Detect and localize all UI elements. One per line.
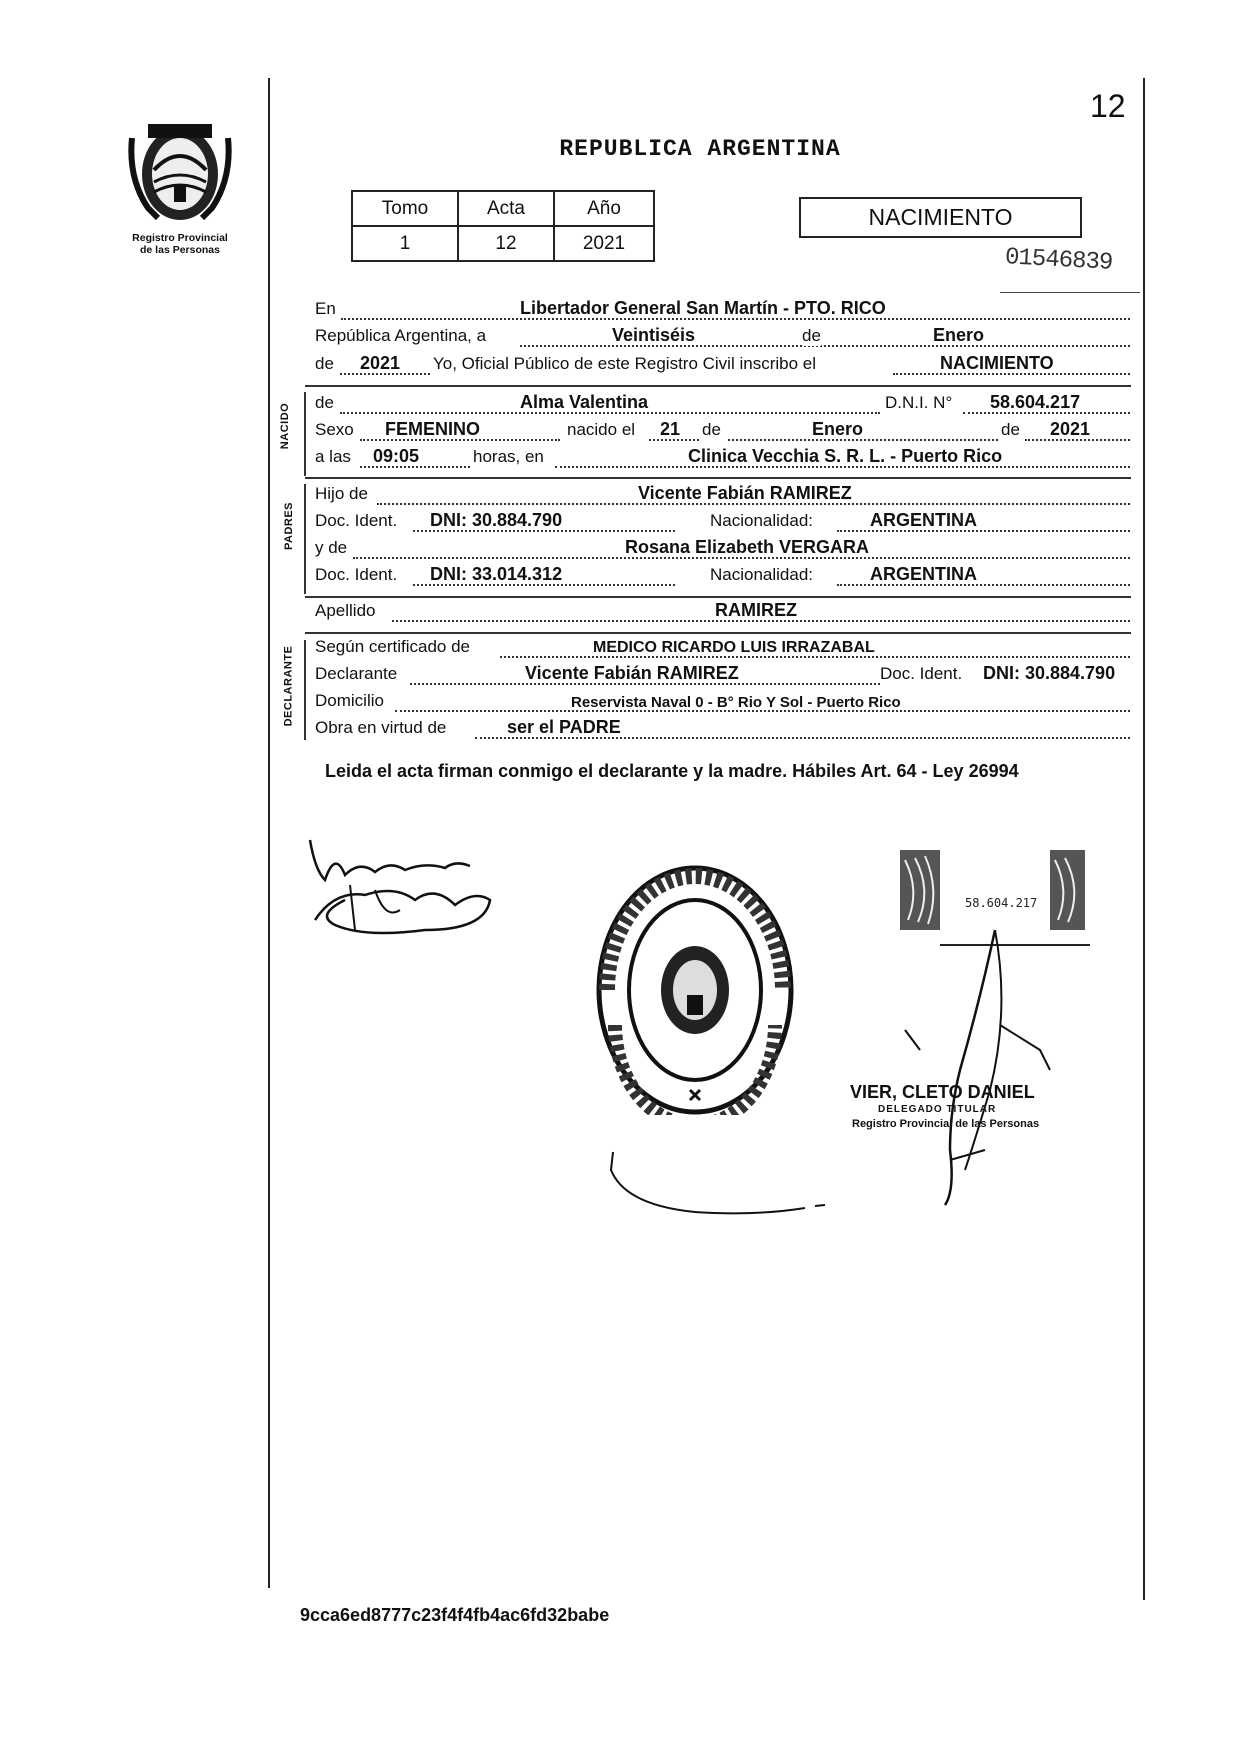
row-surname <box>315 598 1130 625</box>
label-de: de <box>315 393 334 412</box>
label-obra: Obra en virtud de <box>315 718 447 737</box>
province-seal-icon <box>118 118 242 226</box>
record-type-box: NACIMIENTO <box>799 197 1082 238</box>
record-table-cell: 12 <box>458 226 554 261</box>
label-nacionalidad: Nacionalidad: <box>710 511 814 530</box>
value-year: 2021 <box>360 353 401 373</box>
value-mother-nationality: ARGENTINA <box>870 564 977 584</box>
section-bracket <box>304 484 306 594</box>
value-father-name: Vicente Fabián RAMIREZ <box>638 483 852 503</box>
registry-name <box>112 232 248 256</box>
record-table-cell: 1 <box>352 226 458 261</box>
official-organization: Registro Provincial de las Personas <box>852 1118 1040 1130</box>
registry-name-line2: de las Personas <box>140 244 220 256</box>
label-segun-certificado: Según certificado de <box>315 637 470 656</box>
label-y-de: y de <box>315 538 348 557</box>
label-en: En <box>315 299 336 318</box>
section-bracket <box>304 392 306 476</box>
record-table <box>351 190 655 262</box>
registry-name-line1: Registro Provincial <box>132 232 228 244</box>
value-birth-time: 09:05 <box>373 446 420 466</box>
row-father-doc <box>315 508 1130 535</box>
label-de: de <box>802 326 821 345</box>
section-divider <box>305 477 1131 479</box>
row-address <box>315 688 1130 715</box>
record-table-header: Tomo <box>352 191 458 226</box>
value-obra: ser el PADRE <box>507 717 621 737</box>
serial-number: 01546839 <box>1004 244 1113 277</box>
row-father <box>315 481 1130 508</box>
official-signature-icon <box>900 920 1060 1210</box>
label-declarante: Declarante <box>315 664 398 683</box>
label-de: de <box>1001 420 1020 439</box>
label-nacionalidad: Nacionalidad: <box>710 565 814 584</box>
value-child-name: Alma Valentina <box>520 392 649 412</box>
document-hash: 9cca6ed8777c23f4f4fb4ac6fd32babe <box>300 1605 610 1625</box>
section-label-nacido: NACIDO <box>279 402 292 450</box>
label-apellido: Apellido <box>315 601 376 620</box>
closing-statement: Leida el acta firman conmigo el declarante y la madre. Hábiles Art. 64 - Ley 26994 <box>325 761 1019 781</box>
value-declarant-doc: DNI: 30.884.790 <box>983 663 1116 683</box>
record-table-cell: 2021 <box>554 226 654 261</box>
value-mother-name: Rosana Elizabeth VERGARA <box>625 537 870 557</box>
value-child-dni: 58.604.217 <box>990 392 1081 412</box>
label-nacido-el: nacido el <box>567 420 636 439</box>
value-day: Veintiséis <box>612 325 696 345</box>
record-table-header: Acta <box>458 191 554 226</box>
left-margin-line <box>268 78 270 1588</box>
country-title: REPUBLICA ARGENTINA <box>559 136 841 162</box>
label-de2: de <box>315 354 334 373</box>
right-margin-line <box>1143 78 1145 1600</box>
value-birth-place: Clinica Vecchia S. R. L. - Puerto Rico <box>688 446 1003 466</box>
value-month: Enero <box>933 325 985 345</box>
value-birth-month: Enero <box>812 419 864 439</box>
value-birth-year: 2021 <box>1050 419 1091 439</box>
row-event <box>315 351 1130 378</box>
row-obra <box>315 715 1130 742</box>
row-name <box>315 390 1130 417</box>
label-de: de <box>702 420 721 439</box>
row-place <box>315 296 1130 323</box>
row-sex-birth <box>315 417 1130 444</box>
record-table-header: Año <box>554 191 654 226</box>
value-certificate: MEDICO RICARDO LUIS IRRAZABAL <box>593 639 875 656</box>
value-father-nationality: ARGENTINA <box>870 510 977 530</box>
row-time-place <box>315 444 1130 471</box>
page-number: 12 <box>1090 88 1126 124</box>
label-a-las: a las <box>315 447 351 466</box>
row-certificate <box>315 634 1130 661</box>
value-declarant-name: Vicente Fabián RAMIREZ <box>525 663 739 683</box>
label-hijo-de: Hijo de <box>315 484 368 503</box>
pen-mark-icon <box>605 1150 835 1220</box>
section-label-padres: PADRES <box>283 501 296 551</box>
label-doc-ident: Doc. Ident. <box>315 565 398 584</box>
value-place: Libertador General San Martín - PTO. RICO <box>520 298 886 318</box>
label-horas-en: horas, en <box>473 447 544 466</box>
label-sexo: Sexo <box>315 420 354 439</box>
fingerprint-number: 58.604.217 <box>965 896 1038 910</box>
row-mother <box>315 535 1130 562</box>
label-domicilio: Domicilio <box>315 691 384 710</box>
value-surname: RAMIREZ <box>715 600 797 620</box>
row-declarant <box>315 661 1130 688</box>
official-role: DELEGADO TITULAR <box>878 1104 997 1115</box>
declarant-signature-icon <box>305 830 505 940</box>
label-doc-ident: Doc. Ident. <box>880 664 963 683</box>
official-name: VIER, CLETO DANIEL <box>850 1082 1035 1102</box>
label-statement: Yo, Oficial Público de este Registro Civil inscribo el <box>433 354 816 373</box>
value-address: Reservista Naval 0 - B° Rio Y Sol - Puerto Rico <box>571 694 901 711</box>
label-doc-ident: Doc. Ident. <box>315 511 398 530</box>
value-birth-day: 21 <box>660 419 681 439</box>
value-event: NACIMIENTO <box>940 353 1054 373</box>
official-stamp-icon <box>595 865 795 1115</box>
value-sexo: FEMENINO <box>385 419 481 439</box>
section-divider <box>305 385 1131 387</box>
row-mother-doc <box>315 562 1130 589</box>
label-dni: D.N.I. N° <box>885 393 953 412</box>
section-bracket <box>304 640 306 740</box>
label-country: República Argentina, a <box>315 326 487 345</box>
serial-underline <box>1000 292 1140 293</box>
value-father-doc: DNI: 30.884.790 <box>430 510 563 530</box>
row-date <box>315 323 1130 350</box>
value-mother-doc: DNI: 33.014.312 <box>430 564 563 584</box>
section-label-declarante: DECLARANTE <box>282 645 295 727</box>
